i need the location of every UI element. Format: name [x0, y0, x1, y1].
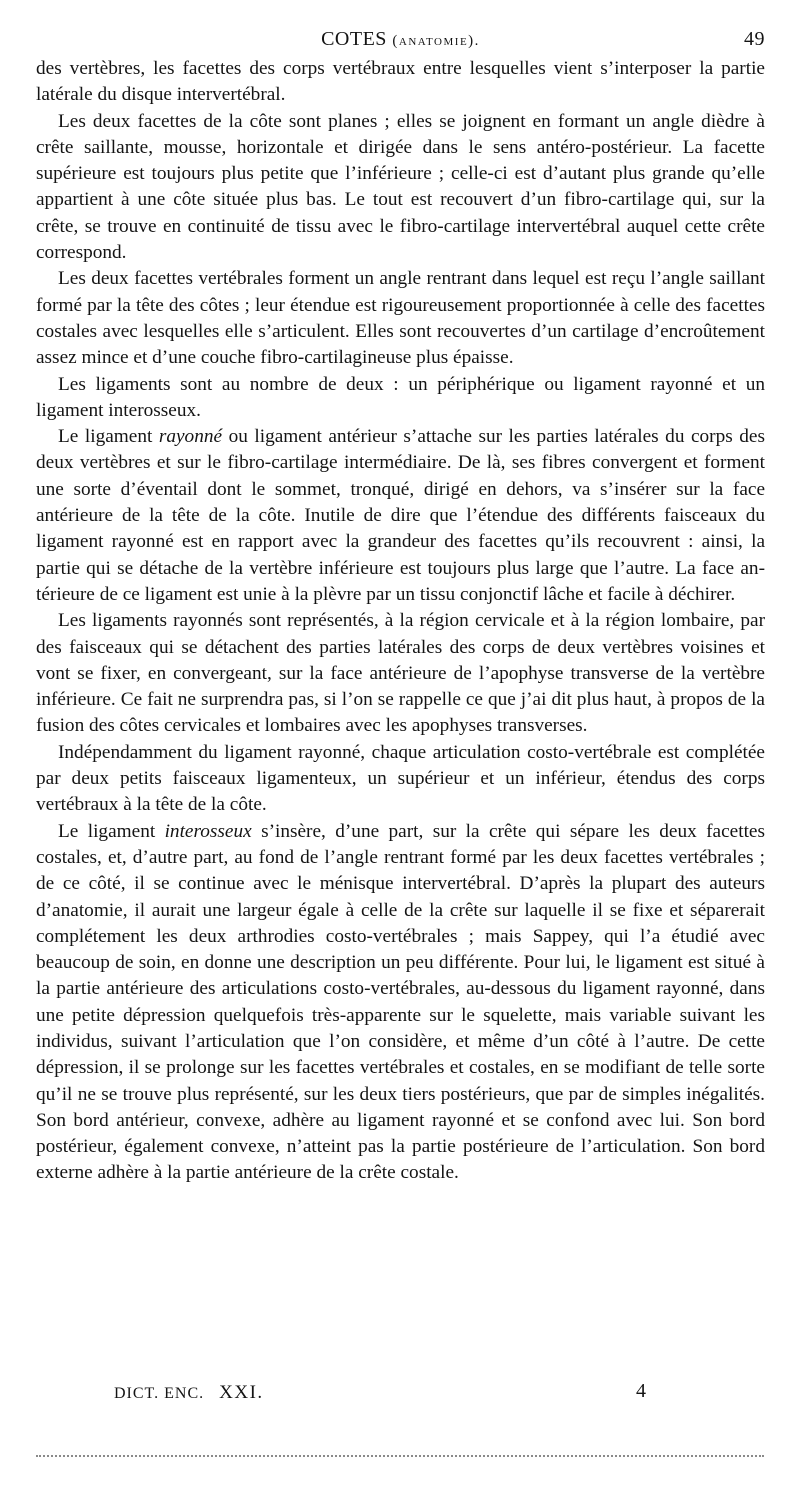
body-text — [36, 56, 765, 1187]
signature-mark — [114, 1382, 264, 1404]
text-run: s’insère, d’une part, sur la crête qui sépare les deux facettes costales, et, d’autre part, au fond de l’angle rentrant formé par les deux facettes vertébrales ; de ce côté, il se continue avec le ménisque intervertébral. D’après la plupart des auteurs d’anatomie, il aurait une largeur égale à celle de la crête sur laquelle il se fixe et séparerait complétement les deux arthrodies costo-vertébrales ; mais Sappey, qui l’a étudié avec beaucoup de soin, en donne une description un peu différente. Pour lui, le ligament est situé à la partie antérieure des articulations costo-vertébrales, au-dessous du ligament rayonné, dans une petite dépression quelquefois très-apparente sur le squelette, mais variable suivant les individus, suivant l’articulation que l’on considère, et même d’un côté à l’autre. De cette dépression, il se prolonge sur les facettes vertébrales et costales, en se modifiant de telle sorte qu’il ne se trouve plus représenté, sur les deux tiers postérieurs, que par de simples inégalités. Son bord antérieur, convexe, adhère au ligament rayonné et se confond avec lui. Son bord postérieur, également convexe, n’atteint pas la partie postérieure de l’articulation. Son bord externe adhère à la partie antérieure de la crête costale. — [36, 820, 765, 1184]
text-run: des vertèbres, les facettes des corps vertébraux entre lesquelles vient s’interposer la partie latérale du disque intervertébral. — [36, 58, 765, 106]
dotted-rule — [36, 1455, 764, 1457]
text-run: Indépendamment du ligament rayonné, chaque articulation costo-vertébrale est complétée par deux petits faisceaux ligamenteux, un supérieur et un inférieur, étendus des corps vertébraux à la tête de la côte. — [36, 741, 765, 816]
paragraph — [36, 608, 765, 739]
italic-term: interosseux — [164, 820, 252, 842]
paragraph — [36, 740, 765, 819]
page — [36, 26, 765, 1187]
running-header — [36, 26, 765, 56]
footer — [36, 1382, 765, 1412]
paragraph — [36, 819, 765, 1187]
volume-number: XXI. — [219, 1382, 264, 1403]
paragraph — [36, 266, 765, 371]
text-run: Les ligaments rayonnés sont représentés, à la région cervicale et à la région lombaire, par des faisceaux qui se détachent des parties latérales des corps de deux vertèbres voisines et vont se fixer, en convergeant, sur la face antérieure de l’apophyse transverse de la vertèbre inférieure. Ce fait ne surprendra pas, si l’on se rappelle ce que j’ai dit plus haut, à propos de la fusion des côtes cervicales et lombaires avec les apophyses transverses. — [36, 610, 765, 737]
header-title-block — [36, 28, 765, 51]
text-run: Le ligament — [58, 820, 165, 842]
text-run: Le ligament — [58, 426, 159, 448]
text-run: Les ligaments sont au nombre de deux : un périphérique ou ligament rayonné et un ligament interosseux. — [36, 373, 765, 421]
italic-term: rayonné — [158, 426, 223, 448]
text-run: Les deux facettes vertébrales forment un angle rentrant dans lequel est reçu l’angle saillant formé par la tête des côtes ; leur étendue est rigoureusement proportionnée à celle des facettes costales avec lesquelles elle s’articulent. Elles sont recouvertes d’un cartilage d’encroûtement assez mince et d’une couche fibro-cartilagineuse plus épaisse. — [36, 268, 765, 369]
header-title: COTES — [321, 28, 387, 50]
paragraph — [36, 372, 765, 425]
paragraph — [36, 424, 765, 608]
page-number: 49 — [744, 28, 765, 50]
header-subtitle: (anatomie). — [392, 33, 480, 49]
paragraph — [36, 56, 765, 109]
text-run: Les deux facettes de la côte sont planes ; elles se joignent en formant un angle dièdre à crête saillante, mousse, horizontale et dirigée dans le sens antéro-postérieur. La facette supérieure est toujours plus petite que l’inférieure ; celle-ci est d’autant plus grande qu’elle appartient à une côte située plus bas. Le tout est recouvert d’un fibro-cartilage qui, sur la crête, se trouve en continuité de tissu avec le fibro-cartilage intervertébral auquel cette crête correspond. — [36, 110, 765, 264]
signature-label: DICT. ENC. — [114, 1385, 205, 1402]
signature-number: 4 — [636, 1380, 646, 1402]
paragraph — [36, 109, 765, 267]
text-run: ou ligament antérieur s’attache sur les parties latérales du corps des deux vertèbres et sur le fibro-cartilage intermédiaire. De là, ses fibres convergent et forment une sorte d’éventail dont le sommet, tronqué, dirigé en dehors, va s’insérer sur la face antérieure de la tête de la côte. Inutile de dire que l’étendue des différents faisceaux du ligament rayonné est en rapport avec la grandeur des facettes qu’ils recouvrent : ainsi, la partie qui se détache de la vertèbre inférieure est toujours plus large que l’autre. La face antérieure de ce ligament est unie à la plèvre par un tissu conjonctif lâche et facile à déchirer. — [36, 426, 765, 605]
